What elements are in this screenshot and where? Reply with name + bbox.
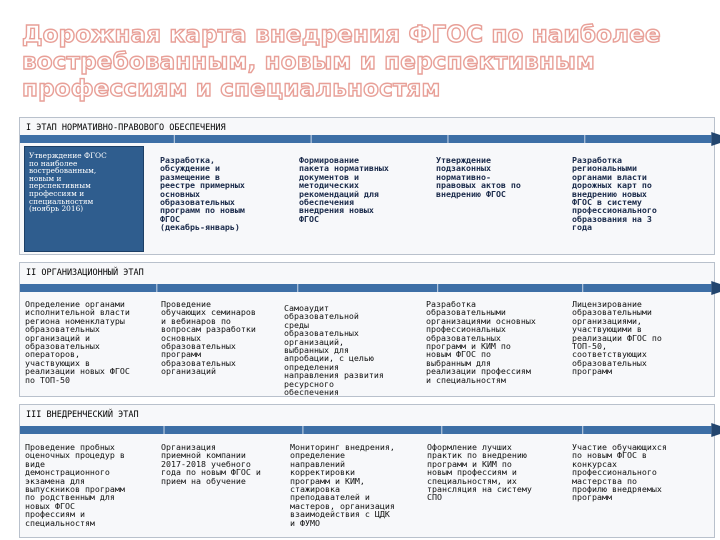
stage-2-item-1: Определение органами исполнительной власти региона номенклатуры образовательных организаций и образовательных операторов, участвующих в реализации новых ФГОС по ТОП-50: [25, 299, 130, 385]
stage-1-item-4: Утверждение подзаконных нормативно- правовых актов по внедрению ФГОС: [436, 155, 521, 199]
stage-1-highlight-box: [24, 146, 144, 252]
stage-3-arrow-bar: [20, 423, 720, 437]
stage-1-heading: I ЭТАП НОРМАТИВНО-ПРАВОВОГО ОБЕСПЕЧЕНИЯ: [26, 123, 226, 133]
stage-3-item-2: Организация приемной компании 2017-2018 учебного года по новым ФГОС и прием на обучение: [161, 442, 261, 486]
stage-3-item-4: Оформление лучших практик по внедрению программ и КИМ по новым профессиям и специальностям, их трансляция на систему СПО: [427, 442, 532, 503]
stage-2-item-2: Проведение обучающих семинаров и вебинаров по вопросам разработки основных образовательных программ образовательных организаций: [161, 299, 256, 377]
stage-1-item-1: Утверждение ФГОС по наиболее востребованным, новым и перспективным профессиям и специальностям (ноябрь 2016): [29, 151, 107, 214]
stage-2-heading: II ОРГАНИЗАЦИОННЫЙ ЭТАП: [26, 268, 144, 278]
stage-2-item-3: Самоаудит образовательной среды образовательных организаций, выбранных для апробации, с целью определения направления развития ресурсного обеспечения: [284, 303, 384, 398]
stage-2-arrow-bar: [20, 281, 720, 295]
stage-1-item-3: Формирование пакета нормативных документов и методических рекомендаций для обеспечения внедрения новых ФГОС: [299, 155, 389, 224]
page-title: Дорожная карта внедрения ФГОС по наиболее востребованным, новым и перспективным профессиям и специальностям: [22, 22, 661, 102]
stage-3-panel: [19, 404, 715, 538]
stage-3-item-3: Мониторинг внедрения, определение направлений корректировки программ и КИМ, стажировка преподавателей и мастеров, организация взаимодействия с ЦДК и ФУМО: [290, 442, 395, 528]
stage-3-heading: III ВНЕДРЕНЧЕСКИЙ ЭТАП: [26, 410, 139, 420]
stage-1-item-2: Разработка, обсуждение и размещение в реестре примерных основных образовательных программ по новым ФГОС (декабрь-январь): [160, 155, 245, 233]
stage-2-panel: [19, 262, 715, 397]
stage-2-item-5: Лицензирование образовательными организациями, участвующими в реализации ФГОС по ТОП-50, соответствующих образовательных программ: [572, 299, 662, 377]
stage-1-item-5: Разработка региональными органами власти дорожных карт по внедрению новых ФГОС в систему профессионального образования на 3 года: [572, 155, 657, 233]
stage-2-item-4: Разработка образовательными организациями основных профессиональных образовательных программ и КИМ по новым ФГОС по выбранным для реализации профессиям и специальностям: [426, 299, 536, 385]
stage-1-panel: [19, 117, 715, 255]
stage-3-item-1: Проведение пробных оценочных процедур в виде демонстрационного экзамена для выпускников программ по родственным для новых ФГОС профессиям и специальностям: [25, 442, 125, 528]
stage-1-arrow-bar: [20, 132, 720, 146]
stage-3-item-5: Участие обучающихся по новым ФГОС в конкурсах профессионального мастерства по профилю внедряемых программ: [572, 442, 667, 503]
